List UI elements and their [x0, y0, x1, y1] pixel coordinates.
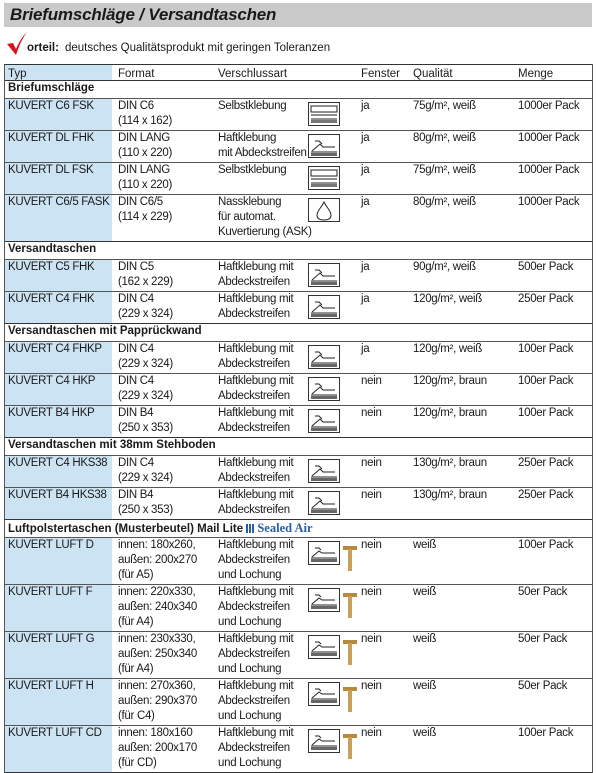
- closure-cell: Abdeckstreifen: [218, 308, 290, 320]
- format-cell: (250 x 353): [118, 504, 173, 516]
- peel-strip-envelope-icon: [308, 295, 340, 319]
- format-cell: (250 x 353): [118, 422, 173, 434]
- quality-cell: 80g/m², weiß: [413, 132, 476, 144]
- quantity-cell: 250er Pack: [518, 489, 574, 501]
- quantity-cell: 1000er Pack: [518, 132, 580, 144]
- vorteil-label: orteil:: [27, 42, 59, 54]
- vorteil-text: deutsches Qualitätsprodukt mit geringen Toleranzen: [65, 42, 331, 54]
- format-cell: innen: 230x330,: [118, 633, 196, 645]
- closure-cell: und Lochung: [218, 757, 282, 769]
- table-left-border: [4, 64, 5, 773]
- window-cell: ja: [361, 132, 370, 144]
- closure-cell: und Lochung: [218, 616, 282, 628]
- closure-cell: Kuvertierung (ASK): [218, 226, 312, 238]
- quantity-cell: 1000er Pack: [518, 196, 580, 208]
- closure-cell: Abdeckstreifen: [218, 554, 290, 566]
- window-cell: ja: [361, 293, 370, 305]
- window-cell: nein: [361, 457, 382, 469]
- format-cell: außen: 200x170: [118, 742, 197, 754]
- page-title: Briefumschläge / Versandtaschen: [10, 5, 277, 24]
- section-title: [8, 82, 94, 94]
- closure-cell: Abdeckstreifen: [218, 390, 290, 402]
- table-right-border: [592, 64, 593, 773]
- quality-cell: weiß: [413, 586, 437, 598]
- quantity-cell: 500er Pack: [518, 261, 574, 273]
- section-title-text: Versandtaschen: [8, 243, 97, 255]
- format-cell: innen: 270x360,: [118, 680, 196, 692]
- format-cell: innen: 220x330,: [118, 586, 196, 598]
- window-cell: nein: [361, 633, 382, 645]
- quantity-cell: 100er Pack: [518, 407, 574, 419]
- quality-cell: 130g/m², braun: [413, 457, 487, 469]
- closure-cell: Haftklebung mit: [218, 407, 294, 419]
- format-cell: DIN C4: [118, 457, 154, 469]
- quantity-cell: 250er Pack: [518, 293, 574, 305]
- column-header-verschlussart: Verschlussart: [218, 68, 288, 80]
- typ-cell: KUVERT C6 FSK: [8, 100, 94, 112]
- section-title: [8, 521, 313, 536]
- closure-cell: mit Abdeckstreifen: [218, 147, 307, 159]
- typ-cell: KUVERT DL FSK: [8, 164, 94, 176]
- peel-strip-envelope-icon: [308, 459, 340, 483]
- row-divider: [4, 241, 592, 242]
- format-cell: DIN LANG: [118, 132, 170, 144]
- window-cell: nein: [361, 680, 382, 692]
- typ-cell: KUVERT LUFT H: [8, 680, 94, 692]
- quantity-cell: 1000er Pack: [518, 100, 580, 112]
- closure-cell: Haftklebung: [218, 132, 277, 144]
- quality-cell: 90g/m², weiß: [413, 261, 476, 273]
- closure-cell: für automat.: [218, 211, 276, 223]
- closure-cell: Haftklebung mit: [218, 375, 294, 387]
- format-cell: außen: 240x340: [118, 601, 197, 613]
- window-cell: nein: [361, 489, 382, 501]
- quality-cell: 75g/m², weiß: [413, 100, 476, 112]
- window-cell: nein: [361, 727, 382, 739]
- quality-cell: 120g/m², braun: [413, 407, 487, 419]
- format-cell: DIN C4: [118, 343, 154, 355]
- format-cell: (110 x 220): [118, 147, 173, 159]
- column-header-fenster: Fenster: [361, 68, 400, 80]
- typ-cell: KUVERT C4 HKS38: [8, 457, 108, 469]
- format-cell: (229 x 324): [118, 472, 173, 484]
- format-cell: (für A5): [118, 569, 154, 581]
- closure-cell: Haftklebung mit: [218, 539, 294, 551]
- padded-envelope-icon: [308, 635, 340, 659]
- section-title-text: Briefumschläge: [8, 82, 95, 94]
- section-title: [8, 439, 216, 451]
- quality-cell: 120g/m², braun: [413, 375, 487, 387]
- typ-cell: KUVERT C6/5 FASK: [8, 196, 110, 208]
- closure-cell: Haftklebung mit: [218, 457, 294, 469]
- typ-cell: KUVERT C4 FHK: [8, 293, 95, 305]
- quality-cell: 80g/m², weiß: [413, 196, 476, 208]
- section-title: [8, 325, 202, 337]
- section-title: [8, 243, 96, 255]
- closure-cell: Selbstklebung: [218, 100, 287, 112]
- window-cell: nein: [361, 586, 382, 598]
- quality-cell: weiß: [413, 633, 437, 645]
- format-cell: DIN LANG: [118, 164, 170, 176]
- section-title-text: Versandtaschen mit Papprückwand: [8, 325, 202, 337]
- closure-cell: Haftklebung mit: [218, 586, 294, 598]
- format-cell: außen: 200x270: [118, 554, 197, 566]
- closure-cell: Abdeckstreifen: [218, 742, 290, 754]
- format-cell: (für CD): [118, 757, 157, 769]
- quality-cell: 120g/m², weiß: [413, 343, 482, 355]
- closure-cell: Haftklebung mit: [218, 261, 294, 273]
- format-cell: DIN B4: [118, 489, 154, 501]
- window-cell: ja: [361, 196, 370, 208]
- format-cell: (110 x 220): [118, 179, 173, 191]
- closure-cell: Abdeckstreifen: [218, 472, 290, 484]
- format-cell: DIN C5: [118, 261, 154, 273]
- format-cell: (114 x 162): [118, 115, 173, 127]
- window-cell: nein: [361, 407, 382, 419]
- hanger-hole-icon: [342, 638, 358, 668]
- closure-cell: und Lochung: [218, 710, 282, 722]
- format-cell: außen: 290x370: [118, 695, 197, 707]
- row-divider: [4, 519, 592, 520]
- sealed-air-brand: Sealed Air: [257, 521, 313, 535]
- quality-cell: weiß: [413, 727, 437, 739]
- quality-cell: weiß: [413, 680, 437, 692]
- format-cell: DIN B4: [118, 407, 154, 419]
- peel-strip-envelope-icon: [308, 134, 340, 158]
- typ-cell: KUVERT LUFT CD: [8, 727, 102, 739]
- format-cell: (für C4): [118, 710, 155, 722]
- title-bar: [4, 3, 592, 27]
- format-cell: DIN C6/5: [118, 196, 163, 208]
- window-cell: ja: [361, 261, 370, 273]
- column-header-qualitt: Qualität: [413, 68, 453, 80]
- typ-cell: KUVERT LUFT F: [8, 586, 93, 598]
- format-cell: DIN C4: [118, 293, 154, 305]
- quality-cell: 120g/m², weiß: [413, 293, 482, 305]
- quantity-cell: 50er Pack: [518, 680, 568, 692]
- closure-cell: Abdeckstreifen: [218, 358, 290, 370]
- closure-cell: und Lochung: [218, 569, 282, 581]
- closure-cell: Abdeckstreifen: [218, 504, 290, 516]
- row-divider: [4, 437, 592, 438]
- closure-cell: Abdeckstreifen: [218, 648, 290, 660]
- row-divider: [4, 323, 592, 324]
- format-cell: (für A4): [118, 663, 154, 675]
- hanger-hole-icon: [342, 544, 358, 574]
- closure-cell: Haftklebung mit: [218, 489, 294, 501]
- closure-cell: Selbstklebung: [218, 164, 287, 176]
- typ-cell: KUVERT LUFT G: [8, 633, 95, 645]
- closure-cell: Haftklebung mit: [218, 293, 294, 305]
- quantity-cell: 250er Pack: [518, 457, 574, 469]
- format-cell: (für A4): [118, 616, 154, 628]
- typ-cell: KUVERT C4 HKP: [8, 375, 96, 387]
- typ-cell: KUVERT B4 HKP: [8, 407, 95, 419]
- closure-cell: Abdeckstreifen: [218, 422, 290, 434]
- closure-cell: Haftklebung mit: [218, 633, 294, 645]
- typ-cell: KUVERT B4 HKS38: [8, 489, 107, 501]
- closure-cell: Nassklebung: [218, 196, 282, 208]
- window-cell: ja: [361, 164, 370, 176]
- hanger-hole-icon: [342, 685, 358, 715]
- sealed-air-logo-icon: [246, 524, 255, 533]
- typ-cell: KUVERT C4 FHKP: [8, 343, 102, 355]
- peel-strip-envelope-icon: [308, 491, 340, 515]
- closure-cell: Abdeckstreifen: [218, 276, 290, 288]
- format-cell: (229 x 324): [118, 390, 173, 402]
- format-cell: DIN C4: [118, 375, 154, 387]
- padded-envelope-icon: [308, 541, 340, 565]
- quality-cell: 75g/m², weiß: [413, 164, 476, 176]
- quantity-cell: 1000er Pack: [518, 164, 580, 176]
- row-divider: [4, 80, 592, 81]
- closure-cell: Abdeckstreifen: [218, 601, 290, 613]
- window-cell: ja: [361, 343, 370, 355]
- quantity-cell: 100er Pack: [518, 343, 574, 355]
- format-cell: DIN C6: [118, 100, 154, 112]
- closure-cell: Haftklebung mit: [218, 343, 294, 355]
- quality-cell: weiß: [413, 539, 437, 551]
- peel-strip-envelope-icon: [308, 263, 340, 287]
- peel-strip-envelope-icon: [308, 345, 340, 369]
- closure-cell: Haftklebung mit: [218, 680, 294, 692]
- typ-cell: KUVERT LUFT D: [8, 539, 94, 551]
- typ-cell: KUVERT C5 FHK: [8, 261, 95, 273]
- window-envelope-icon: [308, 166, 340, 190]
- quantity-cell: 50er Pack: [518, 586, 568, 598]
- format-cell: (114 x 229): [118, 211, 173, 223]
- water-drop-icon: [308, 198, 340, 222]
- padded-envelope-icon: [308, 682, 340, 706]
- window-cell: nein: [361, 539, 382, 551]
- format-cell: (162 x 229): [118, 276, 173, 288]
- format-cell: außen: 250x340: [118, 648, 197, 660]
- section-title-text: Versandtaschen mit 38mm Stehboden: [8, 439, 216, 451]
- table-top-border: [4, 64, 592, 65]
- quantity-cell: 100er Pack: [518, 727, 574, 739]
- window-envelope-icon: [308, 102, 340, 126]
- column-header-typ: Typ: [8, 68, 27, 80]
- quality-cell: 130g/m², braun: [413, 489, 487, 501]
- padded-envelope-icon: [308, 588, 340, 612]
- typ-cell: KUVERT DL FHK: [8, 132, 94, 144]
- window-cell: ja: [361, 100, 370, 112]
- closure-cell: und Lochung: [218, 663, 282, 675]
- hanger-hole-icon: [342, 591, 358, 621]
- format-cell: innen: 180x260,: [118, 539, 196, 551]
- closure-cell: Abdeckstreifen: [218, 695, 290, 707]
- window-cell: nein: [361, 375, 382, 387]
- peel-strip-envelope-icon: [308, 377, 340, 401]
- checkmark-icon: [6, 32, 28, 56]
- quantity-cell: 50er Pack: [518, 633, 568, 645]
- section-title-text: Luftpolstertaschen (Musterbeutel) Mail Lite: [8, 523, 244, 535]
- peel-strip-envelope-icon: [308, 409, 340, 433]
- hanger-hole-icon: [342, 732, 358, 762]
- quantity-cell: 100er Pack: [518, 375, 574, 387]
- column-header-menge: Menge: [518, 68, 554, 80]
- format-cell: innen: 180x160: [118, 727, 193, 739]
- closure-cell: Haftklebung mit: [218, 727, 294, 739]
- format-cell: (229 x 324): [118, 358, 173, 370]
- column-header-format: Format: [118, 68, 155, 80]
- quantity-cell: 100er Pack: [518, 539, 574, 551]
- format-cell: (229 x 324): [118, 308, 173, 320]
